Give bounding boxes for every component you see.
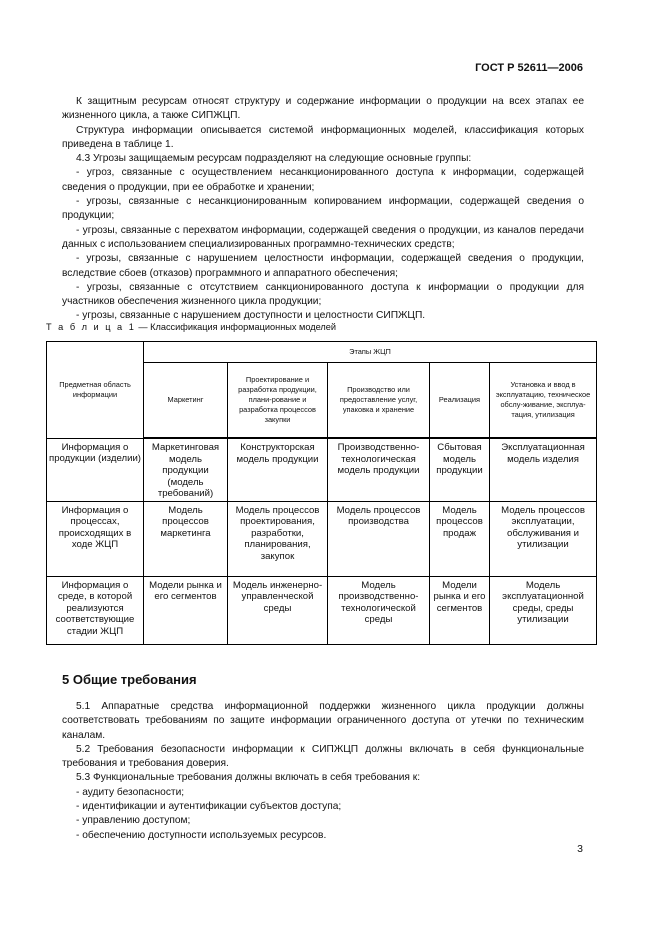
intro-text [62, 95, 584, 324]
table-caption-label: Т а б л и ц а 1 [46, 322, 136, 332]
table-cell: Модель процессов производства [328, 501, 430, 576]
table-cell: Модель эксплуатационной среды, среды утилизации [490, 576, 597, 644]
list-item: - управлению доступом; [76, 815, 191, 827]
list-item: - угрозы, связанные с перехватом информации, содержащей сведения о продукции, из каналов передачи данных с использованием специализированных программно-технических средств; [62, 224, 584, 250]
table-cell: Эксплуатационная модель изделия [490, 438, 597, 501]
list-item: - обеспечению доступности используемых ресурсов. [76, 829, 327, 841]
table-row [47, 438, 597, 501]
classification-table [46, 341, 597, 645]
table-cell: Сбытовая модель продукции [430, 438, 490, 501]
page-number: 3 [577, 843, 583, 855]
table-cell: Маркетинговая модель продукции (модель требований) [144, 438, 228, 501]
table-cell: Модель производственно-технологической среды [328, 576, 430, 644]
table-caption [46, 322, 336, 332]
table-cell: Модель процессов проектирования, разработки, планирования, закупок [228, 501, 328, 576]
list-item: - угрозы, связанные с нарушением доступности и целостности СИПЖЦП. [76, 310, 426, 322]
stage-header: Проектирование и разработка продукции, плани-рование и разработка процессов закупки [228, 363, 328, 439]
table-cell: Модели рынка и его сегментов [430, 576, 490, 644]
list-item: - идентификации и аутентификации субъектов доступа; [76, 801, 342, 813]
table-cell: Модель инженерно-управленческой среды [228, 576, 328, 644]
stage-header: Производство или предоставление услуг, упаковка и хранение [328, 363, 430, 439]
paragraph: К защитным ресурсам относят структуру и содержание информации о продукции на всех этапах ее жизненного цикла, а также СИПЖЦП. [62, 96, 584, 122]
table-caption-text: — Классификация информационных моделей [135, 322, 337, 332]
subject-area-header: Предметная область информации [47, 342, 144, 439]
table-cell: Конструкторская модель продукции [228, 438, 328, 501]
table-cell: Модели рынка и его сегментов [144, 576, 228, 644]
table-cell: Модель процессов продаж [430, 501, 490, 576]
table-cell: Информация о продукции (изделии) [47, 438, 144, 501]
table-cell: Модель процессов эксплуатации, обслуживания и утилизации [490, 501, 597, 576]
table-row [47, 501, 597, 576]
table-row [47, 576, 597, 644]
table-cell: Модель процессов маркетинга [144, 501, 228, 576]
table-cell: Информация о среде, в которой реализуются соответствующие стадии ЖЦП [47, 576, 144, 644]
list-item: - угрозы, связанные с нарушением целостности информации, содержащей сведения о продукции, вследствие сбоев (отказов) программного и аппаратного обеспечения; [62, 253, 584, 279]
list-item: - аудиту безопасности; [76, 786, 185, 798]
document-header: ГОСТ Р 52611—2006 [475, 62, 583, 74]
table-cell: Производственно-технологическая модель продукции [328, 438, 430, 501]
list-item: - угрозы, связанные с несанкционированным копированием информации, содержащей сведения о продукции; [62, 196, 584, 222]
stage-header: Маркетинг [144, 363, 228, 439]
paragraph: 4.3 Угрозы защищаемым ресурсам подразделяют на следующие основные группы: [76, 153, 472, 165]
stage-header: Реализация [430, 363, 490, 439]
stages-header: Этапы ЖЦП [144, 342, 597, 363]
paragraph: 5.1 Аппаратные средства информационной поддержки жизненного цикла продукции должны соответствовать требованиям по защите информации ограниченного доступа от утечки по техническим каналам. [62, 701, 584, 741]
stage-header: Установка и ввод в эксплуатацию, техническое обслу-живание, эксплуа-тация, утилизация [490, 363, 597, 439]
paragraph: 5.2 Требования безопасности информации к СИПЖЦП должны включать в себя функциональные требования и требования доверия. [62, 743, 584, 770]
section-title: 5 Общие требования [62, 672, 197, 687]
paragraph: Структура информации описывается системой информационных моделей, классификация которых приведена в таблице 1. [62, 124, 584, 150]
list-item: - угрозы, связанные с отсутствием санкционированного доступа к информации о продукции для участников обеспечения жизненного цикла продукции; [62, 281, 584, 308]
paragraph: 5.3 Функциональные требования должны включать в себя требования к: [76, 772, 421, 784]
table-cell: Информация о процессах, происходящих в ходе ЖЦП [47, 501, 144, 576]
list-item: - угроз, связанные с осуществлением несанкционированного доступа к информации, содержащей сведения о продукции, при ее обработке и хранении; [62, 167, 584, 193]
section-text [62, 700, 584, 843]
